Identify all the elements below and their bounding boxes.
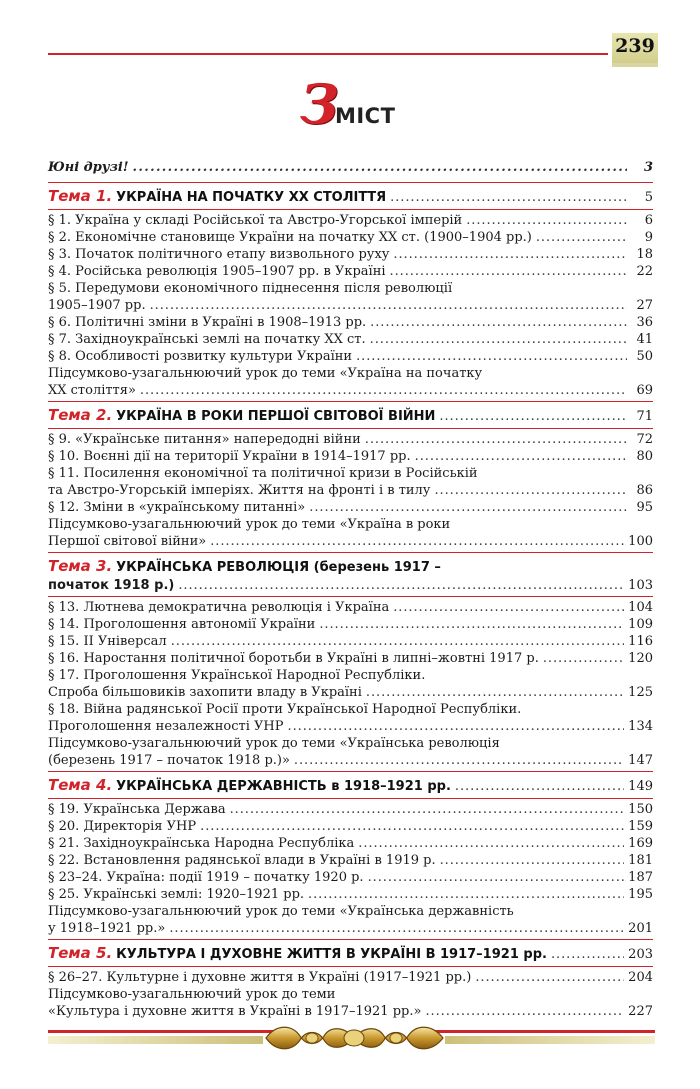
leader-dots [455,776,624,797]
theme-name: КУЛЬТУРА І ДУХОВНЕ ЖИТТЯ В УКРАЇНІ В 1917–1921 рр. [116,947,547,962]
toc-entry-page: 125 [628,685,653,700]
toc-entry[interactable] [48,886,653,903]
page-number: 239 [615,35,655,57]
toc-entry-text: § 26–27. Культурне і духовне життя в Україні (1917–1921 рр.) [48,970,472,985]
toc-entry-page: 204 [628,970,653,985]
leader-dots [370,314,627,331]
toc-entry-text: § 1. Україна у складі Російської та Австро-Угорської імперій [48,213,463,228]
toc-entry-text: § 2. Економічне становище України на початку XX ст. (1900–1904 рр.) [48,230,532,245]
themes-list [48,182,653,1020]
toc-entry-line[interactable] [48,516,653,533]
leader-dots [178,577,624,594]
toc-entry-page: 195 [628,887,653,902]
toc-entry[interactable] [48,448,653,465]
toc-entry[interactable] [48,348,653,365]
toc-entry-page: 95 [636,500,653,515]
toc-entry-text: § 16. Наростання політичної боротьби в Україні в липні–жовтні 1917 р. [48,651,539,666]
toc-entry-page: 150 [628,802,653,817]
toc-entry-page: 134 [628,719,653,734]
leader-dots [171,633,624,650]
toc-entry-text: XX століття» [48,383,136,398]
toc-entry[interactable] [48,718,653,735]
toc-entry-page: 36 [636,315,653,330]
toc-entry-text: § 7. Західноукраїнські землі на початку XX ст. [48,332,366,347]
toc-entry-text: § 23–24. Україна: події 1919 – початку 1920 р. [48,870,364,885]
toc-entry-page: 6 [644,213,653,228]
toc-entry[interactable] [48,684,653,701]
theme-separator [48,552,653,553]
bottom-rule-right [430,1030,655,1033]
top-rule [48,53,608,55]
toc-entry-text: § 10. Воєнні дії на території України в 1914–1917 рр. [48,449,411,464]
toc-entry-page: 50 [636,349,653,364]
leader-dots [200,818,624,835]
toc-entry[interactable] [48,382,653,399]
toc-entry-text: Спроба більшовиків захопити владу в Україні [48,685,362,700]
theme-label: Тема 3. [48,557,113,575]
toc-entry-text: у 1918–1921 рр.» [48,921,166,936]
leader-dots [358,835,624,852]
toc-entry[interactable] [48,431,653,448]
toc-entry-text: (березень 1917 – початок 1918 р.)» [48,753,290,768]
leader-dots [536,229,627,246]
theme-name-cont: початок 1918 р.) [48,578,175,593]
toc-intro-page: 3 [643,160,653,175]
toc-intro[interactable] [48,158,653,178]
toc-entry-line[interactable] [48,735,653,752]
toc-entry-line[interactable] [48,903,653,920]
bottom-rule-left [48,1030,278,1033]
leader-dots [543,650,624,667]
leader-dots [150,297,627,314]
theme-name: УКРАЇНА НА ПОЧАТКУ XX СТОЛІТТЯ [116,190,387,205]
theme-separator [48,798,653,799]
toc-entry-page: 109 [628,617,653,632]
toc-entry[interactable] [48,331,653,348]
toc-entry-text: «Культура і духовне життя в Україні в 1917–1921 рр.» [48,1004,422,1019]
theme-name: УКРАЇНСЬКА ДЕРЖАВНІСТЬ в 1918–1921 рр. [116,779,451,794]
theme-separator [48,182,653,183]
toc-entry-text: § 11. Посилення економічної та політичної кризи в Російській [48,466,478,481]
theme-separator [48,771,653,772]
leader-dots [365,431,627,448]
toc-entry-line[interactable] [48,365,653,382]
leader-dots [415,448,627,465]
toc-entry-page: 27 [636,298,653,313]
toc-entry-text: Першої світової війни» [48,534,207,549]
theme-separator [48,428,653,429]
toc-entry-page: 201 [628,921,653,936]
toc-entry-text: Підсумково-узагальнюючий урок до теми «Українська державність [48,904,514,919]
leader-dots [230,801,625,818]
toc-entry-text: § 8. Особливості розвитку культури України [48,349,353,364]
toc-entry-text: § 18. Війна радянської Росії проти Української Народної Республіки. [48,702,522,717]
ornament-band-left [48,1036,263,1044]
toc-entry-text: § 20. Директорія УНР [48,819,197,834]
leader-dots [288,718,625,735]
title-rest: МІСТ [334,104,396,128]
toc-entry[interactable] [48,314,653,331]
toc-entry-text: § 15. ІІ Універсал [48,634,167,649]
leader-dots [475,969,624,986]
toc-entry-text: § 3. Початок політичного етапу визвольного руху [48,247,390,262]
theme-name: УКРАЇНА В РОКИ ПЕРШОЇ СВІТОВОЇ ВІЙНИ [116,409,436,424]
toc-theme-heading[interactable] [48,186,653,207]
toc-entry-page: 116 [628,634,653,649]
toc-entry-line[interactable] [48,701,653,718]
toc-entry[interactable] [48,650,653,667]
toc-entry-page: 41 [636,332,653,347]
leader-dots [140,382,627,399]
toc-entry-text: Підсумково-узагальнюючий урок до теми «Українська революція [48,736,500,751]
toc-theme-heading[interactable] [48,405,653,426]
toc-entry[interactable] [48,212,653,229]
leader-dots [440,852,625,869]
toc-entry[interactable] [48,246,653,263]
toc-theme-heading[interactable] [48,775,653,796]
leader-dots [294,752,624,769]
toc-entry-page: 187 [628,870,653,885]
leader-dots [434,482,627,499]
toc-entry[interactable] [48,533,653,550]
toc-entry[interactable] [48,869,653,886]
toc-entry-text: та Австро-Угорській імперіях. Життя на фронті і в тилу [48,483,431,498]
leader-dots [368,869,625,886]
toc-entry-text: § 22. Встановлення радянської влади в Україні в 1919 р. [48,853,436,868]
toc-entry-text: Підсумково-узагальнюючий урок до теми «Україна в роки [48,517,451,532]
leader-dots [425,1003,624,1020]
toc-entry-page: 147 [628,753,653,768]
leader-dots [309,499,627,516]
toc-entry-text: § 14. Проголошення автономії України [48,617,316,632]
toc-entry-page: 169 [628,836,653,851]
title-initial: З [300,72,339,136]
ornament-icon [262,1018,447,1058]
theme-separator [48,939,653,940]
toc-entry-text: § 5. Передумови економічного піднесення після революції [48,281,453,296]
theme-separator [48,209,653,210]
toc-entry-page: 120 [628,651,653,666]
toc-entry-text: § 17. Проголошення Української Народної Республіки. [48,668,426,683]
theme-page: 203 [628,947,653,962]
toc-entry[interactable] [48,818,653,835]
toc-entry[interactable] [48,297,653,314]
theme-label: Тема 2. [48,406,113,424]
theme-page: 5 [644,190,653,205]
toc-entry[interactable] [48,616,653,633]
toc-entry[interactable] [48,499,653,516]
toc-theme-heading[interactable] [48,943,653,964]
leader-dots [393,246,627,263]
theme-page: 71 [636,409,653,424]
toc-entry-page: 181 [628,853,653,868]
leader-dots [393,599,624,616]
toc-entry[interactable] [48,969,653,986]
leader-dots [390,187,627,208]
toc-entry-page: 159 [628,819,653,834]
toc-entry-text: § 12. Зміни в «українському питанні» [48,500,306,515]
toc-entry[interactable] [48,482,653,499]
toc-entry[interactable] [48,835,653,852]
toc-entry-text: § 21. Західноукраїнська Народна Республіка [48,836,355,851]
leader-dots [319,616,624,633]
theme-name: УКРАЇНСЬКА РЕВОЛЮЦІЯ (березень 1917 – [116,560,441,575]
toc-entry-text: Проголошення незалежності УНР [48,719,284,734]
toc-entry-text: § 13. Лютнева демократична революція і Україна [48,600,390,615]
theme-separator [48,401,653,402]
toc-entry-page: 69 [636,383,653,398]
toc-entry-text: § 6. Політичні зміни в Україні в 1908–1913 рр. [48,315,367,330]
leader-dots [439,406,627,427]
toc-entry-text: § 9. «Українське питання» напередодні війни [48,432,361,447]
table-of-contents [48,158,653,1020]
leader-dots [466,212,627,229]
theme-page: 149 [628,779,653,794]
toc-entry[interactable] [48,752,653,769]
toc-entry-page: 227 [628,1004,653,1019]
toc-entry-text: § 4. Російська революція 1905–1907 рр. в Україні [48,264,386,279]
toc-entry-page: 22 [636,264,653,279]
leader-dots [390,263,627,280]
toc-entry-page: 100 [628,534,653,549]
toc-entry-page: 9 [644,230,653,245]
toc-entry[interactable] [48,229,653,246]
ornament-band-right [445,1036,655,1044]
toc-entry-page: 72 [636,432,653,447]
page-title [300,72,396,136]
toc-entry-text: § 25. Українські землі: 1920–1921 рр. [48,887,305,902]
toc-entry[interactable] [48,920,653,937]
toc-entry[interactable] [48,801,653,818]
leader-dots [370,331,627,348]
leader-dots [133,158,627,178]
leader-dots [169,920,624,937]
theme-page: 103 [628,578,653,593]
theme-separator [48,966,653,967]
toc-entry-page: 80 [636,449,653,464]
leader-dots [210,533,624,550]
toc-intro-label: Юні друзі! [48,160,129,175]
toc-entry[interactable] [48,633,653,650]
toc-entry[interactable] [48,263,653,280]
toc-entry-page: 18 [636,247,653,262]
toc-entry-line[interactable] [48,986,653,1003]
leader-dots [366,684,624,701]
toc-theme-heading[interactable] [48,556,653,577]
leader-dots [551,944,624,965]
toc-entry-text: 1905–1907 рр. [48,298,146,313]
toc-entry[interactable] [48,852,653,869]
toc-entry-page: 104 [628,600,653,615]
toc-theme-heading-cont[interactable] [48,577,653,594]
toc-entry-text: Підсумково-узагальнюючий урок до теми «Україна на початку [48,366,483,381]
toc-entry-text: § 19. Українська Держава [48,802,226,817]
page-number-band [612,63,658,67]
toc-entry-text: Підсумково-узагальнюючий урок до теми [48,987,336,1002]
theme-label: Тема 1. [48,187,113,205]
toc-entry[interactable] [48,599,653,616]
toc-entry-line[interactable] [48,280,653,297]
theme-label: Тема 4. [48,776,113,794]
toc-entry-line[interactable] [48,667,653,684]
toc-entry-page: 86 [636,483,653,498]
leader-dots [308,886,624,903]
toc-entry-line[interactable] [48,465,653,482]
theme-separator [48,596,653,597]
theme-label: Тема 5. [48,944,113,962]
leader-dots [356,348,627,365]
